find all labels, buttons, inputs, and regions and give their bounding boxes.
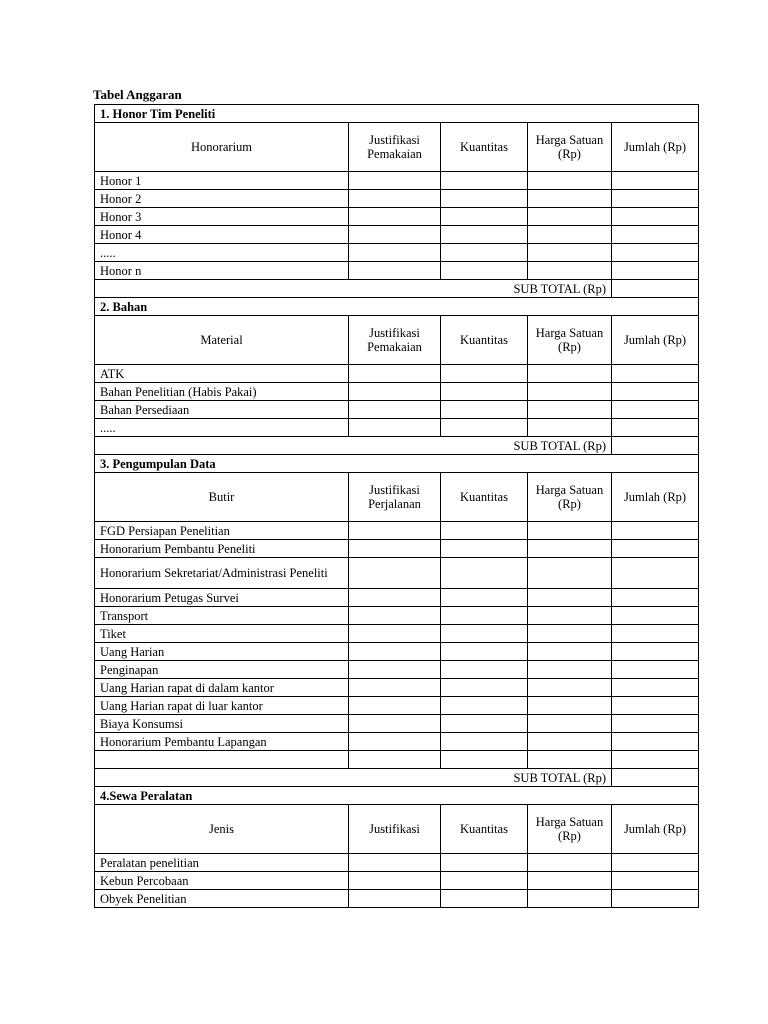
empty-value-cell — [441, 522, 528, 540]
empty-value-cell — [528, 589, 612, 607]
column-header-row — [95, 316, 699, 365]
empty-value-cell — [528, 890, 612, 908]
column-header: Jumlah (Rp) — [612, 316, 699, 365]
table-row — [95, 365, 699, 383]
section-heading-row — [95, 787, 699, 805]
empty-value-cell — [528, 226, 612, 244]
empty-value-cell — [612, 715, 699, 733]
column-header: Kuantitas — [441, 316, 528, 365]
empty-value-cell — [528, 733, 612, 751]
empty-value-cell — [349, 607, 441, 625]
empty-value-cell — [612, 679, 699, 697]
subtotal-row — [95, 280, 699, 298]
empty-value-cell — [349, 625, 441, 643]
table-row — [95, 589, 699, 607]
empty-value-cell — [441, 383, 528, 401]
empty-value-cell — [612, 540, 699, 558]
empty-value-cell — [441, 679, 528, 697]
column-header: Justifikasi Pemakaian — [349, 123, 441, 172]
empty-value-cell — [528, 244, 612, 262]
empty-value-cell — [528, 679, 612, 697]
empty-value-cell — [441, 854, 528, 872]
empty-value-cell — [349, 733, 441, 751]
section-heading: 3. Pengumpulan Data — [95, 455, 699, 473]
item-name-cell: ..... — [95, 419, 349, 437]
empty-value-cell — [528, 661, 612, 679]
empty-value-cell — [441, 244, 528, 262]
item-name-cell: Uang Harian — [95, 643, 349, 661]
table-row — [95, 244, 699, 262]
empty-value-cell — [441, 715, 528, 733]
empty-value-cell — [349, 172, 441, 190]
item-name-cell — [95, 751, 349, 769]
item-name-cell: Honor 1 — [95, 172, 349, 190]
empty-value-cell — [441, 872, 528, 890]
document-title: Tabel Anggaran — [93, 87, 182, 102]
empty-value-cell — [612, 383, 699, 401]
empty-value-cell — [349, 365, 441, 383]
empty-value-cell — [612, 172, 699, 190]
empty-value-cell — [528, 190, 612, 208]
empty-value-cell — [528, 872, 612, 890]
empty-value-cell — [612, 661, 699, 679]
column-header: Justifikasi Perjalanan — [349, 473, 441, 522]
table-row — [95, 522, 699, 540]
item-name-cell: ATK — [95, 365, 349, 383]
column-header: Jenis — [95, 805, 349, 854]
column-header: Harga Satuan (Rp) — [528, 805, 612, 854]
subtotal-value-cell — [612, 437, 699, 455]
empty-value-cell — [612, 226, 699, 244]
empty-value-cell — [612, 890, 699, 908]
column-header: Jumlah (Rp) — [612, 473, 699, 522]
table-row — [95, 401, 699, 419]
item-name-cell: Penginapan — [95, 661, 349, 679]
item-name-cell: Honorarium Sekretariat/Administrasi Peneliti — [95, 558, 349, 589]
empty-value-cell — [612, 751, 699, 769]
item-name-cell: Honorarium Petugas Survei — [95, 589, 349, 607]
empty-value-cell — [349, 190, 441, 208]
column-header: Kuantitas — [441, 805, 528, 854]
budget-table-body — [95, 105, 699, 908]
empty-value-cell — [349, 262, 441, 280]
empty-value-cell — [528, 643, 612, 661]
table-row — [95, 383, 699, 401]
column-header: Kuantitas — [441, 473, 528, 522]
item-name-cell: Honor 2 — [95, 190, 349, 208]
item-name-cell: Uang Harian rapat di luar kantor — [95, 697, 349, 715]
empty-value-cell — [528, 208, 612, 226]
empty-value-cell — [349, 226, 441, 244]
empty-value-cell — [528, 401, 612, 419]
subtotal-value-cell — [612, 280, 699, 298]
empty-value-cell — [349, 697, 441, 715]
empty-value-cell — [349, 751, 441, 769]
section-heading: 1. Honor Tim Peneliti — [95, 105, 699, 123]
column-header-row — [95, 473, 699, 522]
column-header: Material — [95, 316, 349, 365]
table-row — [95, 643, 699, 661]
column-header: Harga Satuan (Rp) — [528, 316, 612, 365]
empty-value-cell — [349, 244, 441, 262]
empty-value-cell — [441, 540, 528, 558]
item-name-cell: Honor 3 — [95, 208, 349, 226]
table-row — [95, 733, 699, 751]
table-row — [95, 751, 699, 769]
empty-value-cell — [528, 751, 612, 769]
column-header: Jumlah (Rp) — [612, 123, 699, 172]
empty-value-cell — [349, 661, 441, 679]
empty-value-cell — [349, 208, 441, 226]
item-name-cell: Honorarium Pembantu Peneliti — [95, 540, 349, 558]
column-header-row — [95, 123, 699, 172]
table-row — [95, 854, 699, 872]
empty-value-cell — [349, 383, 441, 401]
empty-value-cell — [528, 522, 612, 540]
empty-value-cell — [441, 589, 528, 607]
item-name-cell: Tiket — [95, 625, 349, 643]
budget-table — [94, 104, 699, 908]
table-row — [95, 558, 699, 589]
column-header: Honorarium — [95, 123, 349, 172]
empty-value-cell — [528, 365, 612, 383]
empty-value-cell — [441, 262, 528, 280]
empty-value-cell — [612, 625, 699, 643]
item-name-cell: Bahan Persediaan — [95, 401, 349, 419]
empty-value-cell — [349, 679, 441, 697]
table-row — [95, 679, 699, 697]
empty-value-cell — [441, 172, 528, 190]
empty-value-cell — [441, 697, 528, 715]
item-name-cell: Honor 4 — [95, 226, 349, 244]
empty-value-cell — [441, 226, 528, 244]
empty-value-cell — [612, 522, 699, 540]
empty-value-cell — [528, 558, 612, 589]
empty-value-cell — [528, 607, 612, 625]
table-row — [95, 172, 699, 190]
column-header: Justifikasi — [349, 805, 441, 854]
table-row — [95, 872, 699, 890]
empty-value-cell — [441, 890, 528, 908]
empty-value-cell — [612, 208, 699, 226]
empty-value-cell — [349, 589, 441, 607]
subtotal-label: SUB TOTAL (Rp) — [95, 769, 612, 787]
empty-value-cell — [349, 890, 441, 908]
empty-value-cell — [612, 643, 699, 661]
empty-value-cell — [612, 244, 699, 262]
section-heading-row — [95, 298, 699, 316]
column-header: Harga Satuan (Rp) — [528, 473, 612, 522]
empty-value-cell — [349, 419, 441, 437]
item-name-cell: Honor n — [95, 262, 349, 280]
empty-value-cell — [441, 419, 528, 437]
empty-value-cell — [349, 643, 441, 661]
empty-value-cell — [528, 172, 612, 190]
empty-value-cell — [441, 190, 528, 208]
item-name-cell: Bahan Penelitian (Habis Pakai) — [95, 383, 349, 401]
empty-value-cell — [441, 558, 528, 589]
table-row — [95, 419, 699, 437]
item-name-cell: Obyek Penelitian — [95, 890, 349, 908]
empty-value-cell — [612, 419, 699, 437]
empty-value-cell — [612, 558, 699, 589]
column-header: Kuantitas — [441, 123, 528, 172]
table-row — [95, 190, 699, 208]
item-name-cell: Transport — [95, 607, 349, 625]
item-name-cell: Kebun Percobaan — [95, 872, 349, 890]
column-header: Justifikasi Pemakaian — [349, 316, 441, 365]
table-row — [95, 540, 699, 558]
empty-value-cell — [528, 540, 612, 558]
empty-value-cell — [349, 715, 441, 733]
item-name-cell: Biaya Konsumsi — [95, 715, 349, 733]
empty-value-cell — [441, 661, 528, 679]
empty-value-cell — [441, 643, 528, 661]
empty-value-cell — [528, 383, 612, 401]
column-header: Butir — [95, 473, 349, 522]
subtotal-row — [95, 437, 699, 455]
empty-value-cell — [528, 715, 612, 733]
empty-value-cell — [441, 401, 528, 419]
column-header: Harga Satuan (Rp) — [528, 123, 612, 172]
empty-value-cell — [349, 540, 441, 558]
empty-value-cell — [349, 522, 441, 540]
item-name-cell: Uang Harian rapat di dalam kantor — [95, 679, 349, 697]
item-name-cell: Honorarium Pembantu Lapangan — [95, 733, 349, 751]
empty-value-cell — [349, 854, 441, 872]
section-heading: 4.Sewa Peralatan — [95, 787, 699, 805]
empty-value-cell — [349, 872, 441, 890]
empty-value-cell — [612, 697, 699, 715]
empty-value-cell — [528, 697, 612, 715]
empty-value-cell — [528, 625, 612, 643]
empty-value-cell — [349, 558, 441, 589]
table-row — [95, 697, 699, 715]
empty-value-cell — [441, 625, 528, 643]
table-row — [95, 208, 699, 226]
empty-value-cell — [441, 607, 528, 625]
empty-value-cell — [612, 589, 699, 607]
empty-value-cell — [612, 365, 699, 383]
subtotal-label: SUB TOTAL (Rp) — [95, 437, 612, 455]
table-row — [95, 262, 699, 280]
table-row — [95, 661, 699, 679]
empty-value-cell — [528, 854, 612, 872]
empty-value-cell — [349, 401, 441, 419]
table-row — [95, 625, 699, 643]
empty-value-cell — [528, 419, 612, 437]
column-header-row — [95, 805, 699, 854]
empty-value-cell — [612, 607, 699, 625]
empty-value-cell — [441, 365, 528, 383]
empty-value-cell — [441, 208, 528, 226]
empty-value-cell — [441, 733, 528, 751]
item-name-cell: Peralatan penelitian — [95, 854, 349, 872]
table-row — [95, 226, 699, 244]
empty-value-cell — [612, 872, 699, 890]
empty-value-cell — [441, 751, 528, 769]
empty-value-cell — [612, 733, 699, 751]
subtotal-row — [95, 769, 699, 787]
subtotal-value-cell — [612, 769, 699, 787]
item-name-cell: FGD Persiapan Penelitian — [95, 522, 349, 540]
table-row — [95, 607, 699, 625]
section-heading: 2. Bahan — [95, 298, 699, 316]
empty-value-cell — [612, 401, 699, 419]
section-heading-row — [95, 455, 699, 473]
table-row — [95, 890, 699, 908]
empty-value-cell — [612, 190, 699, 208]
empty-value-cell — [528, 262, 612, 280]
empty-value-cell — [612, 262, 699, 280]
subtotal-label: SUB TOTAL (Rp) — [95, 280, 612, 298]
item-name-cell: ..... — [95, 244, 349, 262]
column-header: Jumlah (Rp) — [612, 805, 699, 854]
section-heading-row — [95, 105, 699, 123]
empty-value-cell — [612, 854, 699, 872]
table-row — [95, 715, 699, 733]
